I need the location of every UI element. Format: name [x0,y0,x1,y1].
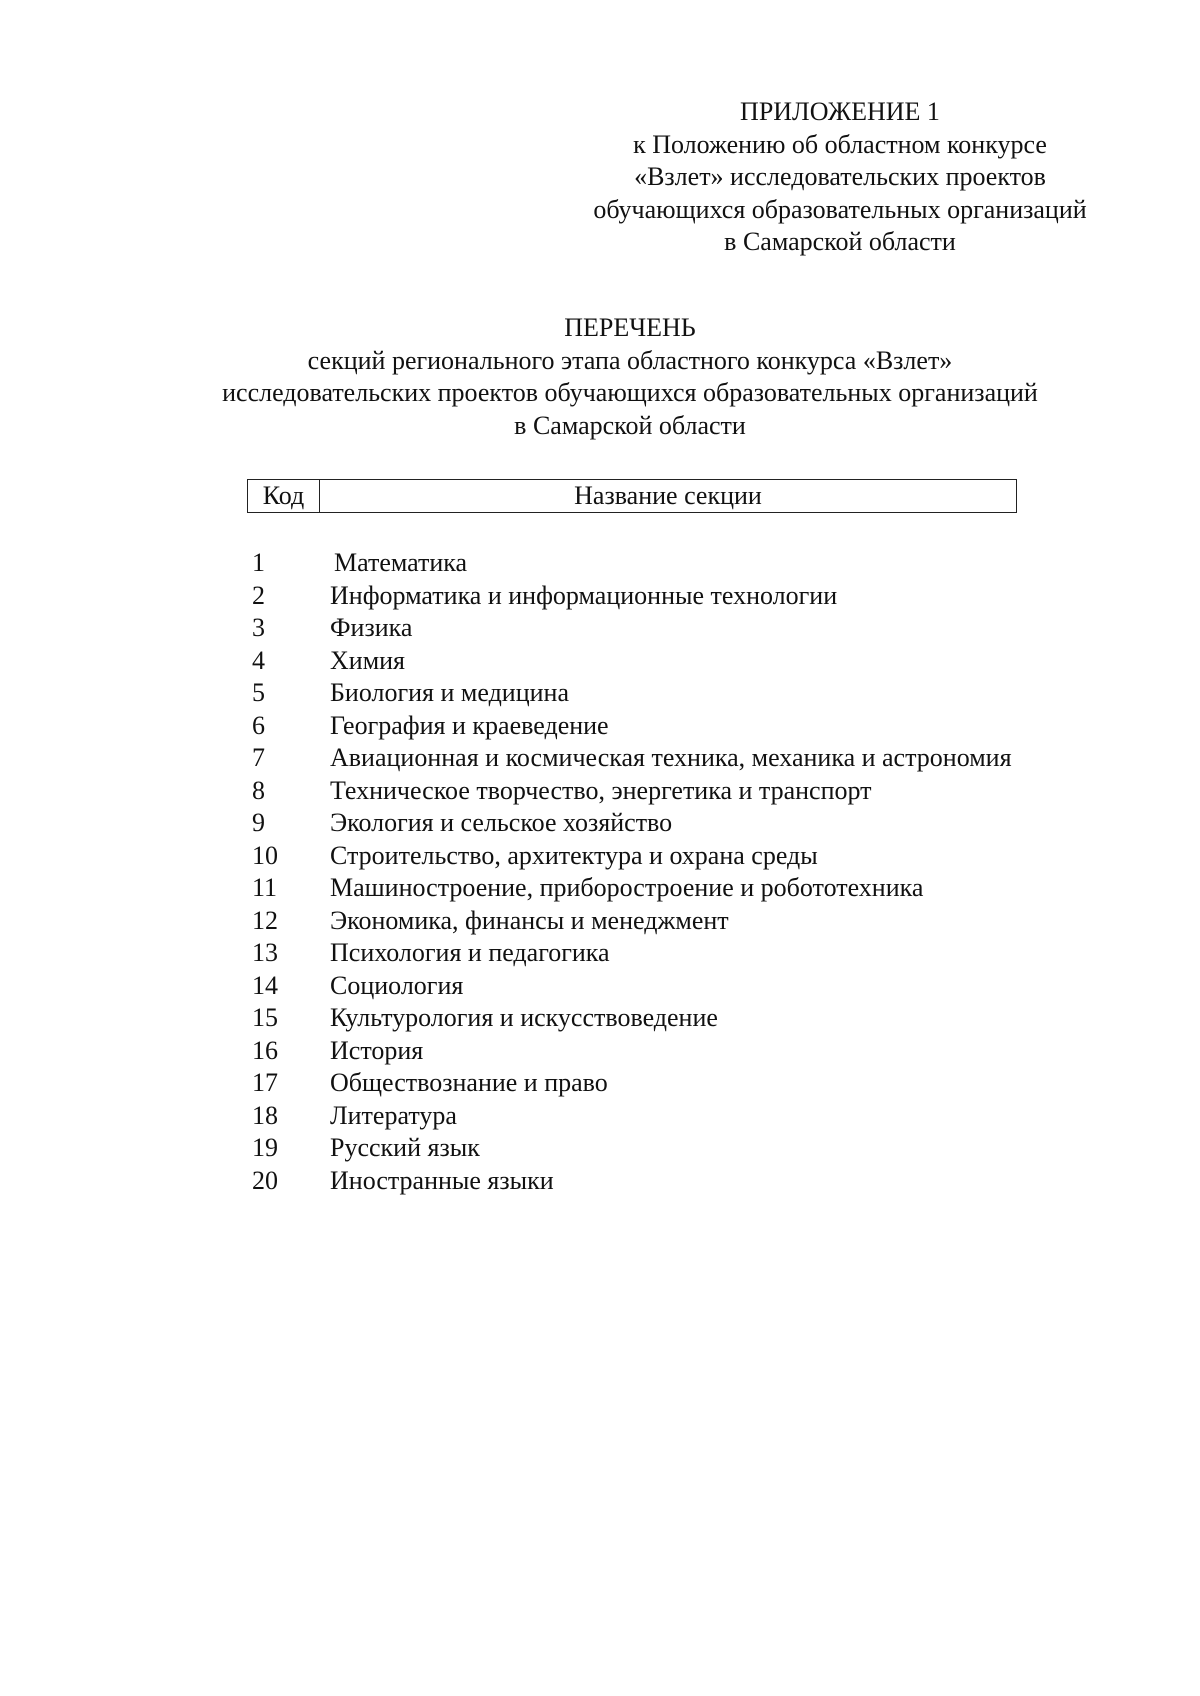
section-name: Физика [330,613,413,642]
section-name: Русский язык [330,1133,480,1162]
section-name: Строительство, архитектура и охрана среды [330,840,818,870]
section-row [252,710,1012,743]
section-row [252,1067,1012,1100]
section-name: Техническое творчество, энергетика и транспорт [330,775,872,805]
section-code: 5 [252,678,265,707]
section-name: Машиностроение, приборостроение и робототехника [330,873,924,902]
section-name: Психология и педагогика [330,938,610,967]
section-code: 9 [252,808,265,837]
title-line: исследовательских проектов обучающихся образовательных организаций [222,378,1038,407]
section-row [252,1035,1012,1068]
section-row [252,775,1012,808]
section-code: 2 [252,580,265,610]
sections-list [252,547,1012,1197]
annex-line: обучающихся образовательных организаций [593,194,1087,224]
section-row [252,677,1012,710]
section-code: 13 [252,938,278,967]
title-line: секций регионального этапа областного конкурса «Взлет» [307,345,953,375]
section-name: Культурология и искусствоведение [330,1003,718,1032]
section-name: Обществознание и право [330,1068,608,1097]
section-code: 15 [252,1003,278,1032]
section-row [252,970,1012,1003]
section-name: Экономика, финансы и менеджмент [330,905,729,935]
annex-line: «Взлет» исследовательских проектов [634,162,1046,191]
section-name: Иностранные языки [330,1165,554,1195]
annex-title: ПРИЛОЖЕНИЕ 1 [740,97,940,126]
section-row [252,840,1012,873]
section-code: 19 [252,1133,278,1162]
section-row [252,742,1012,775]
section-row [252,1165,1012,1198]
title-heading: ПЕРЕЧЕНЬ [564,313,696,342]
section-row [252,1100,1012,1133]
section-name: Математика [334,548,468,577]
section-code: 1 [252,548,265,577]
section-name: История [330,1035,424,1065]
section-code: 11 [252,873,278,902]
section-code: 14 [252,970,278,1000]
section-code: 8 [252,775,265,805]
section-name: Химия [330,645,406,675]
section-row [252,1132,1012,1165]
section-row [252,905,1012,938]
section-code: 3 [252,613,265,642]
section-code: 17 [252,1068,278,1097]
annex-line: в Самарской области [724,227,956,256]
section-name: Социология [330,970,464,1000]
column-header-code: Код [248,480,320,512]
section-name: География и краеведение [330,710,609,740]
section-code: 4 [252,645,265,675]
section-code: 12 [252,905,278,935]
section-row [252,937,1012,970]
table-header [247,479,1017,513]
annex-header [560,96,1120,259]
title-line: в Самарской области [514,410,746,440]
section-name: Экология и сельское хозяйство [330,808,673,837]
section-row [252,872,1012,905]
section-row [252,645,1012,678]
section-code: 10 [252,840,278,870]
section-row [252,580,1012,613]
section-name: Литература [330,1100,457,1130]
section-code: 16 [252,1035,278,1065]
section-row [252,612,1012,645]
document-title [140,312,1120,442]
section-code: 20 [252,1165,278,1195]
section-code: 6 [252,710,265,740]
section-code: 18 [252,1100,278,1130]
section-code: 7 [252,743,265,772]
annex-line: к Положению об областном конкурсе [633,129,1047,159]
section-row [252,807,1012,840]
column-header-name: Название секции [574,481,762,510]
section-name: Информатика и информационные технологии [330,580,838,610]
section-row [252,1002,1012,1035]
section-row [252,547,1012,580]
section-name: Биология и медицина [330,678,570,707]
section-name: Авиационная и космическая техника, механика и астрономия [330,743,1012,772]
